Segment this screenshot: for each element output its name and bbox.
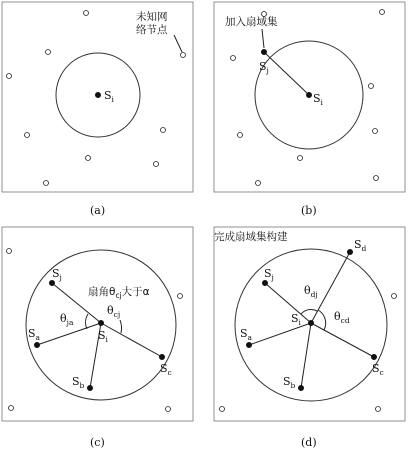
node-s-c bbox=[159, 354, 164, 359]
unknown-node bbox=[369, 84, 374, 89]
node-s-a bbox=[246, 342, 251, 347]
unknown-node bbox=[392, 294, 397, 299]
unknown-node bbox=[298, 156, 303, 161]
panel-c-label-sb: $S_b$ bbox=[72, 375, 85, 390]
unknown-node bbox=[7, 249, 12, 254]
panel-d-label-sc: $S_c$ bbox=[372, 362, 384, 377]
panel-c-label-sc: $S_c$ bbox=[160, 362, 172, 377]
panel-b-label-sj: $S_j$ bbox=[259, 60, 269, 75]
panel-c-angle-label-ja: $\theta_{ja}$ bbox=[60, 312, 74, 327]
panel-d-label-sd: $S_d$ bbox=[354, 238, 367, 253]
panel-b-annotation-arrow bbox=[262, 29, 264, 48]
panel-d-angle-label-cd: $\theta_{cd}$ bbox=[334, 310, 350, 325]
unknown-node bbox=[380, 10, 385, 15]
node-s-j bbox=[49, 280, 54, 285]
node-s-b bbox=[298, 385, 303, 390]
panel-d-label-si: $S_i$ bbox=[291, 312, 301, 327]
panel-d bbox=[214, 227, 405, 449]
panel-d-annotation: 完成扇域集构建 bbox=[214, 231, 288, 243]
unknown-node bbox=[46, 50, 51, 55]
panel-d-label-sj: $S_j$ bbox=[264, 267, 274, 282]
panel-c-angle-arc-ja bbox=[86, 314, 88, 329]
panel-c-angle-arc-cj bbox=[120, 320, 122, 333]
panel-a-unknown-nodes bbox=[7, 11, 186, 186]
panel-a-annotation-line1: 未知网 bbox=[136, 11, 168, 23]
panel-a-label-si: $S_i$ bbox=[104, 89, 114, 104]
node-s-j bbox=[261, 49, 266, 54]
panel-a bbox=[2, 2, 193, 217]
panel-b-caption: (b) bbox=[301, 204, 317, 217]
panel-c-annotation: 扇角$\theta_{cj}$大于α bbox=[88, 286, 150, 300]
unknown-node bbox=[161, 128, 166, 133]
panel-d-edge-si-sc bbox=[311, 323, 374, 357]
node-s-i bbox=[308, 320, 313, 325]
panel-d-edge-si-sd bbox=[311, 252, 350, 323]
unknown-node bbox=[86, 156, 91, 161]
unknown-node bbox=[238, 133, 243, 138]
unknown-node bbox=[220, 407, 225, 412]
panel-c-label-sj: $S_j$ bbox=[52, 267, 62, 282]
panel-a-annotation-line2: 络节点 bbox=[136, 24, 168, 36]
panel-c-label-sa: $S_a$ bbox=[28, 327, 41, 342]
unknown-node bbox=[231, 56, 236, 61]
node-s-i bbox=[98, 320, 103, 325]
panel-c-edge-si-sc bbox=[101, 323, 162, 357]
unknown-node bbox=[9, 406, 14, 411]
unknown-node bbox=[256, 181, 261, 186]
unknown-node bbox=[44, 181, 49, 186]
node-s-j bbox=[262, 280, 267, 285]
panel-c-label-si: $S_i$ bbox=[98, 329, 108, 344]
unknown-node-pointed bbox=[181, 53, 186, 58]
unknown-node bbox=[7, 74, 12, 79]
panel-a-annotation-arrow bbox=[174, 35, 182, 52]
panel-d-edge-si-sa bbox=[249, 323, 311, 345]
unknown-node bbox=[84, 11, 89, 16]
unknown-node bbox=[373, 129, 378, 134]
unknown-node bbox=[154, 162, 159, 167]
panel-d-angle-label-dj: $\theta_{dj}$ bbox=[304, 284, 318, 299]
panel-b-annotation: 加入扇域集 bbox=[225, 16, 278, 28]
panel-d-label-sa: $S_a$ bbox=[240, 327, 253, 342]
node-s-i bbox=[306, 92, 311, 97]
node-s-a bbox=[34, 342, 39, 347]
panel-d-unknown-nodes bbox=[220, 294, 397, 412]
unknown-node bbox=[166, 407, 171, 412]
panel-d-edge-si-sb bbox=[301, 323, 311, 388]
panel-b-edge-si-sj bbox=[264, 52, 309, 95]
panel-d-caption: (d) bbox=[301, 436, 317, 449]
panel-c-angle-label-cj: $\theta_{cj}$ bbox=[107, 304, 121, 319]
panel-c-caption: (c) bbox=[90, 436, 105, 449]
panel-c bbox=[2, 227, 193, 449]
unknown-node bbox=[178, 294, 183, 299]
unknown-node bbox=[376, 407, 381, 412]
panel-d-label-sb: $S_b$ bbox=[283, 375, 296, 390]
panel-b-label-si: $S_i$ bbox=[313, 92, 323, 107]
unknown-node bbox=[25, 133, 30, 138]
node-s-i bbox=[95, 92, 100, 97]
node-s-b bbox=[87, 385, 92, 390]
panel-d-angle-arc-dj bbox=[301, 309, 317, 314]
node-s-d bbox=[347, 249, 352, 254]
panel-b bbox=[214, 2, 405, 217]
unknown-node bbox=[374, 176, 379, 181]
node-s-c bbox=[371, 354, 376, 359]
panel-a-caption: (a) bbox=[90, 204, 106, 217]
